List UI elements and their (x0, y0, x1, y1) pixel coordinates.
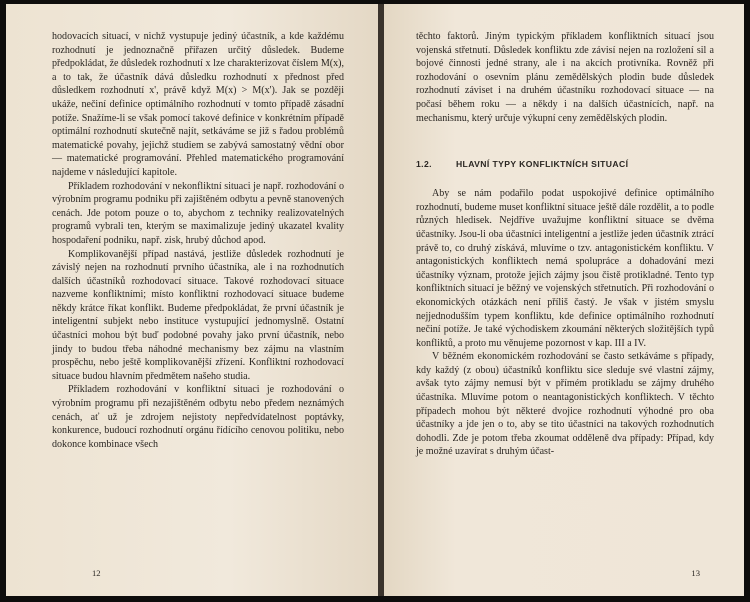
section-title: HLAVNÍ TYPY KONFLIKTNÍCH SITUACÍ (455, 159, 629, 170)
section-number: 1.2. (416, 159, 432, 170)
page-number: 13 (691, 568, 700, 578)
paragraph: Příkladem rozhodování v konfliktní situaci je rozhodování o výrobním programu při nezajištěném odbytu nebo předem neznámých cenách, ať už je zdrojem nejistoty nepředvídatelnost poptávky, konkurence, budoucí rozhodnutí orgánu řídícího cenovou politiku, nebo dokonce kombinace všech (52, 384, 344, 450)
left-page (6, 4, 378, 596)
paragraph: hodovacích situací, v nichž vystupuje jediný účastník, a kde každému rozhodnutí je jednoznačně přiřazen určitý důsledek. Budeme předpokládat, že důsledek rozhodnutí x lze charakterizovat číslem M(x), a to tak, že účastník dává důsledku rozhodnutí x přednost před důsledkem rozhodnutí x', právě když M(x) > M(x'). Jak se později ukáže, nečiní definice optimálního rozhodnutí v tomto případě zásadní potíže. Snažíme-li se však pomocí takové definice v konkrétním případě optimální rozhodnutí skutečně najít, setkáváme se již s řadou problémů matematické povahy, jejichž studiem se zabývá samostatný vědní obor — matematické programování. Přehled matematického programování najdeme v následující kapitole. (52, 31, 344, 178)
paragraph: těchto faktorů. Jiným typickým příkladem konfliktních situací jsou vojenská střetnutí. Důsledek konfliktu zde závisí nejen na rozložení sil a bojové činnosti jedné strany, ale i na akcích protivníka. Rovněž při rozhodování o osevním plánu zemědělských plodin bude důsledek rozhodnutí záviset i na druhém účastníku rozhodovací situace — na počasí během roku — a někdy i na dalších účastnících, např. na mechanismu, který určuje výkupní ceny zemědělských plodin. (416, 31, 714, 124)
paragraph: Příkladem rozhodování v nekonfliktní situaci je např. rozhodování o výrobním programu podniku při zajištěném odbytu a pevně stanovených cenách. Jde potom pouze o to, abychom z techniky realizovatelných programů vybrali ten, kterým se maximalizuje jediný ukazatel kvality hospodaření podniku, např. zisk, hrubý důchod apod. (52, 180, 344, 246)
paragraph: Aby se nám podařilo podat uspokojivé definice optimálního rozhodnutí, budeme muset konfliktní situace ještě dále rozdělit, a to podle různých hledisek. Nejdříve uvažujme konfliktní situace se dvěma účastníky. Jsou-li oba účastníci inteligentní a jestliže jeden účastník ztrácí právě to, co druhý získává, mluvíme o tzv. antagonistickém konfliktu. V antagonistických konfliktech nemá spolupráce a dohadování mezi účastníky význam, protože jejich zájmy jsou čistě protikladné. Tento typ konfliktních situací je běžný ve vojenských střetnutích. Při rozhodování o ekonomických otázkách není příliš častý. Je však v jistém smyslu nejjednodušším typem konfliktu, kde definice optimálního rozhodnutí nečiní potíže. Je také východiskem zkoumání některých složitějších typů konfliktů, a proto mu věnujeme pozornost v kap. III a IV. (416, 188, 714, 349)
section-heading (416, 159, 714, 169)
paragraph: V běžném ekonomickém rozhodování se často setkáváme s případy, kdy každý (z obou) účastníků konfliktu sice sleduje své vlastní zájmy, avšak tyto zájmy nemusí být v přímém protikladu se zájmy druhého účastníka. Mluvíme potom o neantagonistických konfliktech. V těchto případech mohou být některé dvojice rozhodnutí výhodné pro oba účastníky a jde jen o to, aby se tito účastníci na takových rozhodnutích dohodli. Zde je potom třeba zkoumat odděleně dva případy: Případ, kdy je možné uzavírat s druhým účast- (416, 351, 714, 458)
page-number: 12 (92, 568, 101, 578)
book-spread (6, 4, 744, 596)
paragraph: Komplikovanější případ nastává, jestliže důsledek rozhodnutí je závislý nejen na rozhodnutí prvního účastníka, ale i na rozhodnutích dalších účastníků rozhodovací situace. Takové rozhodovací situace nazveme konfliktními; místo konfliktní rozhodovací situace budeme někdy krátce říkat konflikt. Budeme předpokládat, že první účastník je inteligentní subjekt nebo instituce vystupující jednomyslně. Ostatní účastníci mohou být buď podobné povahy jako první účastník, nebo jindy to budou třeba náhodné mechanismy bez zájmu na vlastním prospěchu, nebo ještě komplikovanější zřízení. Konfliktní rozhodovací situace budou hlavním předmětem našeho studia. (52, 248, 344, 382)
right-page (384, 4, 744, 596)
